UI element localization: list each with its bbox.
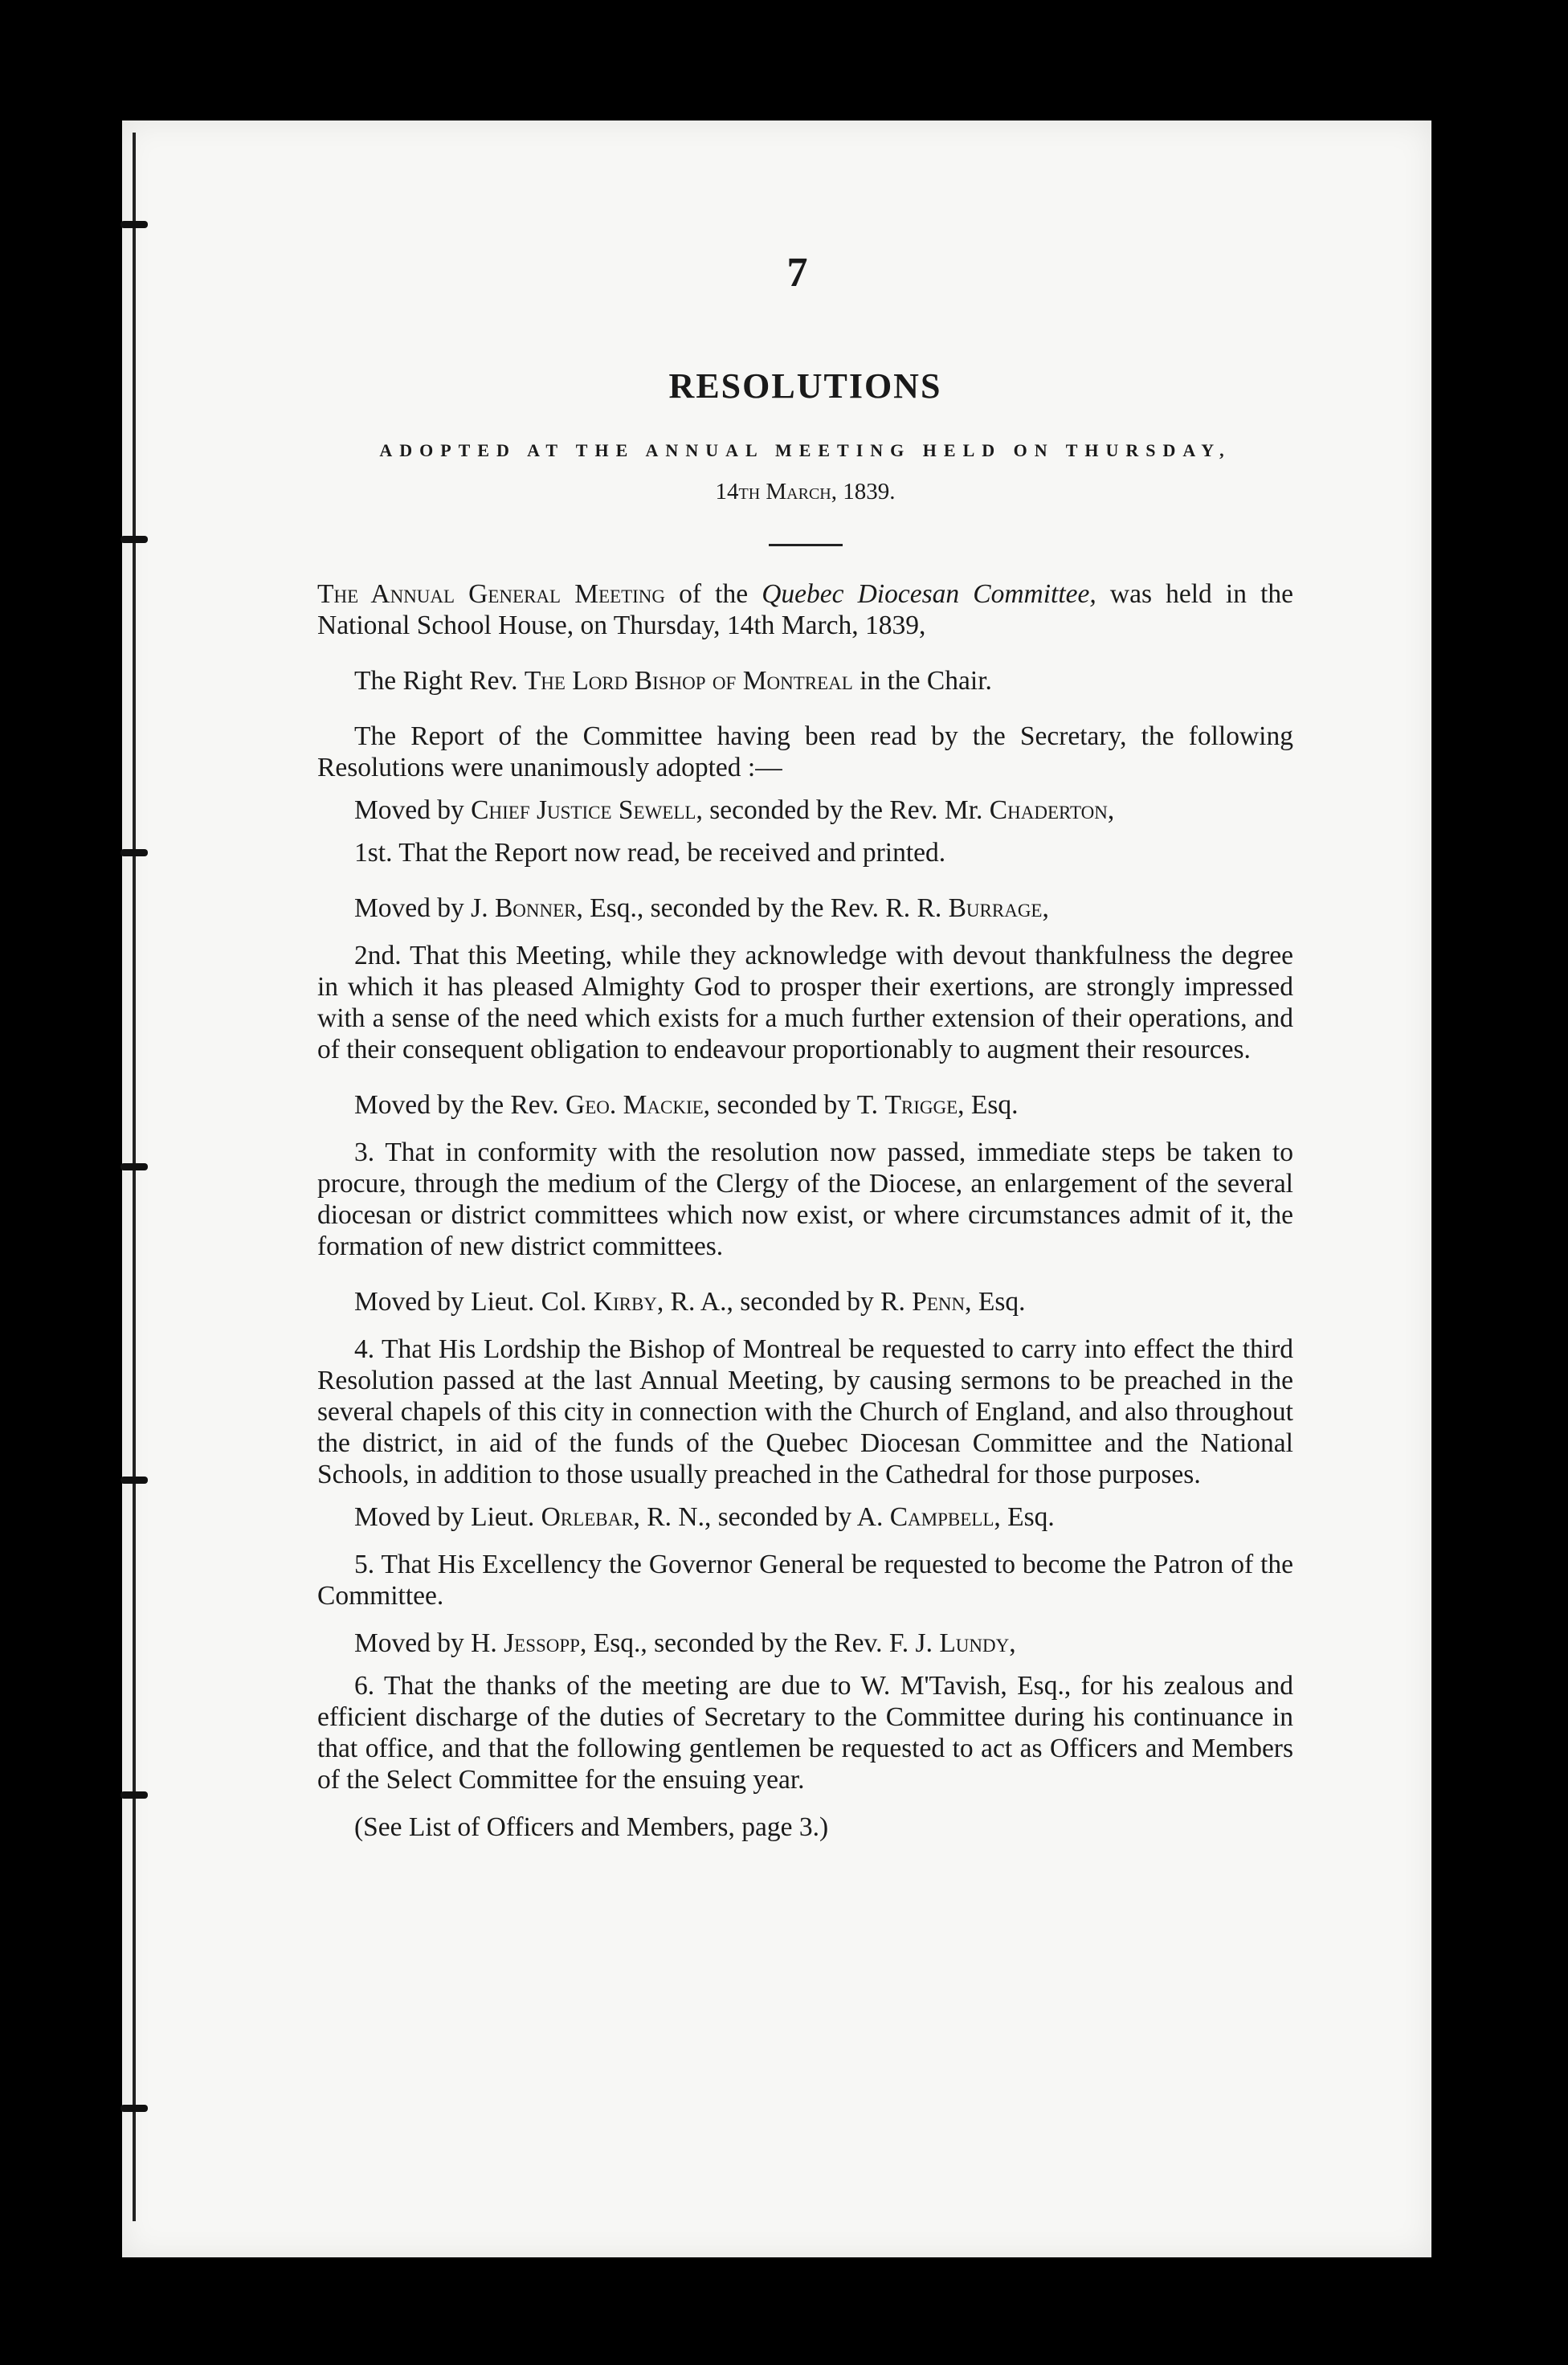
moved-text: , Esq. — [994, 1502, 1055, 1532]
page-number: 7 — [786, 250, 808, 296]
resolution-3 — [317, 1089, 1293, 1262]
moved-text: Moved by Lieut. — [354, 1502, 541, 1532]
meeting-date: 14th March, 1839. — [715, 479, 896, 504]
moved-text: Moved by H. — [354, 1628, 504, 1658]
seconder-name: Penn — [912, 1287, 966, 1317]
seconder-name: Lundy — [939, 1628, 1010, 1658]
moved-text: , seconded by T. — [703, 1090, 885, 1120]
page-content — [317, 241, 1293, 1843]
page-title: RESOLUTIONS — [668, 366, 942, 406]
footer-note: (See List of Officers and Members, page 3.) — [354, 1812, 829, 1842]
moved-text: , — [1009, 1628, 1016, 1658]
moved-text: , Esq., seconded by the Rev. R. R. — [576, 893, 949, 923]
binding-stitch — [120, 1477, 148, 1484]
seconder-name: Campbell — [889, 1502, 994, 1532]
chair-text: The Right Rev. — [354, 666, 525, 696]
seconder-name: Burrage — [948, 893, 1043, 923]
mover-name: Geo. Mackie — [566, 1090, 704, 1120]
intro-paragraph — [317, 578, 1293, 641]
moved-line — [317, 1501, 1293, 1533]
intro-text: of the — [665, 579, 762, 609]
chair-bishop: The Lord Bishop of Montreal — [524, 666, 853, 696]
binding-stitch — [120, 1791, 148, 1799]
binding-stitch — [120, 536, 148, 543]
moved-text: , Esq. — [965, 1287, 1026, 1317]
moved-text: Moved by J. — [354, 893, 495, 923]
page-subtitle: ADOPTED AT THE ANNUAL MEETING HELD ON THURSDAY, — [379, 440, 1231, 460]
resolution-6 — [317, 1628, 1293, 1795]
intro-text: was held in the National School House, on Thursday, 14th March, 1839, — [317, 579, 1293, 640]
moved-line — [317, 1089, 1293, 1121]
moved-line — [317, 1286, 1293, 1317]
moved-text: , — [1107, 795, 1115, 825]
binding-stitch — [120, 2105, 148, 2112]
resolution-text: 1st. That the Report now read, be received and printed. — [354, 838, 946, 868]
moved-text: , Esq., seconded by the Rev. F. J. — [579, 1628, 940, 1658]
resolution-text: 3. That in conformity with the resolution now passed, immediate steps be taken to procure, through the medium of the Clergy of the Diocese, an enlargement of the several diocesan or district committees which now exist, or where circumstances admit of it, the formation of new district committees. — [317, 1138, 1293, 1261]
moved-line — [317, 1628, 1293, 1659]
moved-text: , — [1042, 893, 1049, 923]
binding-spine — [133, 133, 136, 2221]
moved-line — [317, 892, 1293, 924]
seconder-name: Trigge — [884, 1090, 958, 1120]
binding-stitch — [120, 1163, 148, 1170]
moved-text: , R. N., seconded by A. — [633, 1502, 890, 1532]
resolution-1 — [317, 794, 1293, 868]
binding-stitch — [120, 221, 148, 228]
chair-paragraph — [317, 665, 1293, 696]
resolution-text: 4. That His Lordship the Bishop of Montreal be requested to carry into effect the third Resolution passed at the last Annual Meeting, by causing sermons to be preached in the several chapels of this city in connection with the Church of England, and also throughout the district, in aid of the funds of the Quebec Diocesan Committee and the National Schools, in addition to those usually preached in the Cathedral for those purposes. — [317, 1334, 1293, 1489]
seconder-name: Chaderton — [989, 795, 1108, 825]
chair-text: in the Chair. — [852, 666, 992, 696]
mover-name: Jessopp — [504, 1628, 580, 1658]
resolution-text: 5. That His Excellency the Governor General be requested to become the Patron of the Committee. — [317, 1550, 1293, 1611]
moved-text: Moved by the Rev. — [354, 1090, 566, 1120]
moved-text: Moved by — [354, 795, 472, 825]
intro-heading: The Annual General Meeting — [317, 579, 666, 609]
resolution-2 — [317, 892, 1293, 1065]
resolution-4 — [317, 1286, 1293, 1490]
resolution-5 — [317, 1501, 1293, 1611]
mover-name: Chief Justice Sewell — [471, 795, 696, 825]
mover-name: Kirby — [593, 1287, 657, 1317]
resolution-text: 6. That the thanks of the meeting are due to W. M'Tavish, Esq., for his zealous and efficient discharge of the duties of Secretary to the Committee during his continuance in that office, and that the following gentlemen be requested to act as Officers and Members of the Select Committee for the ensuing year. — [317, 1671, 1293, 1795]
resolution-text: 2nd. That this Meeting, while they acknowledge with devout thankfulness the degree in which it has pleased Almighty God to prosper their exertions, are strongly impressed with a sense of the need which exists for a much further extension of their operations, and of their consequent obligation to endeavour proportionably to augment their resources. — [317, 941, 1293, 1064]
moved-text: , R. A., seconded by R. — [656, 1287, 913, 1317]
binding-stitch — [120, 849, 148, 856]
moved-text: Moved by Lieut. Col. — [354, 1287, 594, 1317]
mover-name: Bonner — [494, 893, 577, 923]
moved-text: , Esq. — [958, 1090, 1019, 1120]
report-paragraph: The Report of the Committee having been read by the Secretary, the following Resolutions were unanimously adopted :— — [317, 721, 1293, 782]
mover-name: Orlebar — [541, 1502, 634, 1532]
moved-line — [317, 794, 1293, 826]
moved-text: , seconded by the Rev. Mr. — [696, 795, 990, 825]
committee-name: Quebec Diocesan Committee, — [762, 579, 1096, 609]
title-rule — [769, 544, 843, 546]
